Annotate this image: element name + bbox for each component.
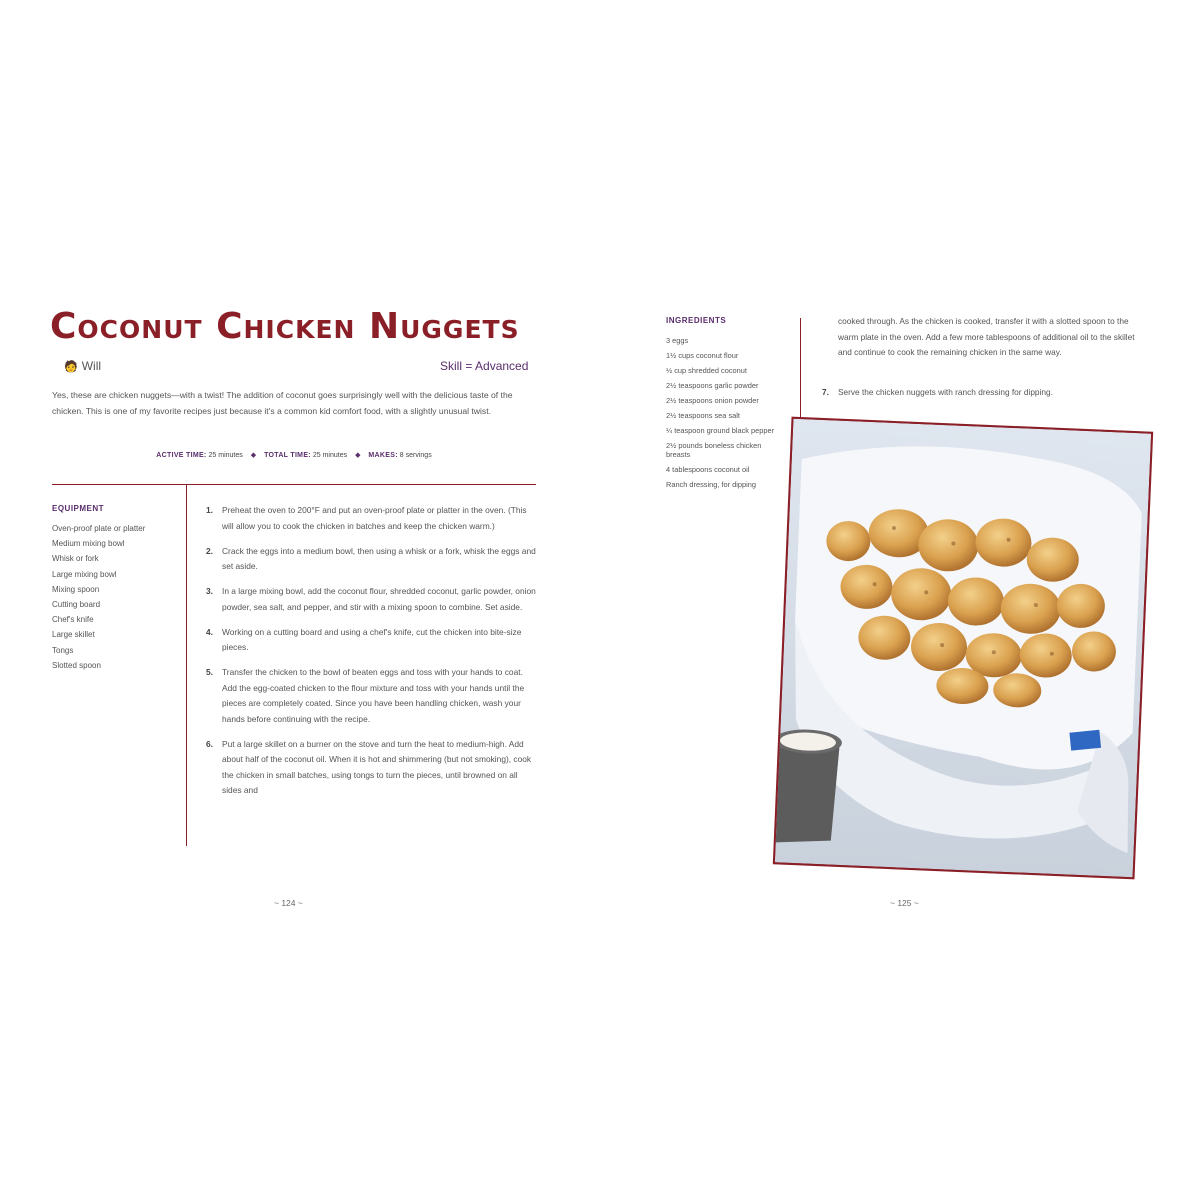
step-item [206, 584, 536, 615]
step-item [206, 665, 536, 727]
ingredients-list [666, 336, 784, 495]
step-number: 6. [206, 738, 213, 749]
step-item [206, 625, 536, 656]
skill-level: Skill = Advanced [440, 359, 529, 373]
active-time-label: ACTIVE TIME: [156, 452, 207, 459]
column-divider [186, 484, 187, 846]
list-item: Mixing spoon [52, 584, 100, 594]
page-number-right: ~ 125 ~ [890, 898, 919, 908]
list-item: Medium mixing bowl [52, 539, 125, 549]
photo-illustration [775, 419, 1151, 878]
ingredients-heading: INGREDIENTS [666, 316, 727, 325]
list-item: Ranch dressing, for dipping [666, 480, 756, 489]
list-item: 1½ cups coconut flour [666, 351, 739, 360]
step-number: 3. [206, 586, 213, 596]
list-item: 2½ teaspoons onion powder [666, 396, 759, 405]
step-number: 5. [206, 667, 213, 677]
step-text: Crack the eggs into a medium bowl, then using a whisk or a fork, whisk the eggs and set aside. [222, 545, 536, 571]
list-item: Large mixing bowl [52, 569, 117, 579]
recipe-title: Coconut Chicken Nuggets [50, 306, 520, 347]
step-text: In a large mixing bowl, add the coconut flour, shredded coconut, garlic powder, onion powder, sea salt, and pepper, and stir with a mixing spoon to combine. Set aside. [222, 586, 536, 612]
equipment-heading: EQUIPMENT [52, 504, 105, 513]
total-time-label: TOTAL TIME: [264, 452, 311, 459]
page-number-left: ~ 124 ~ [274, 898, 303, 908]
step-number: 7. [822, 387, 829, 397]
author-name: Will [81, 359, 102, 373]
list-item: Tongs [52, 645, 74, 655]
step-number: 4. [206, 626, 213, 637]
list-item: 3 eggs [666, 336, 689, 345]
column-divider [800, 318, 801, 428]
list-item: Oven-proof plate or platter [52, 524, 146, 533]
makes-label: MAKES: [368, 452, 398, 459]
step-text: Preheat the oven to 200°F and put an oven-proof plate or platter in the oven. (This will allow you to cook the chicken in batches and keep the chicken warm.) [222, 505, 527, 531]
list-item: 2½ pounds boneless chicken breasts [666, 441, 762, 459]
section-divider [52, 484, 536, 485]
list-item: ½ cup shredded coconut [666, 366, 747, 375]
step-continued-text: cooked through. As the chicken is cooked, transfer it with a slotted spoon to the warm plate in the oven. Add a few more tablespoons of additional oil to the skillet and continue to cook the remaining chicken in the same way. [838, 316, 1135, 357]
step-item [206, 544, 536, 575]
step-item [206, 503, 536, 534]
instruction-steps [206, 503, 536, 808]
step-item [822, 385, 1143, 401]
step-item [206, 737, 536, 799]
makes-value: 8 servings [399, 452, 432, 459]
chef-icon: 🧑 [64, 360, 78, 373]
list-item: Cutting board [52, 599, 101, 609]
step-number: 2. [206, 545, 213, 556]
list-item: Chef's knife [52, 615, 94, 625]
list-item: Slotted spoon [52, 660, 101, 670]
meta-separator: ◆ [250, 452, 257, 459]
list-item: 2½ teaspoons garlic powder [666, 381, 759, 390]
equipment-list [52, 524, 177, 676]
list-item: Whisk or fork [52, 554, 99, 564]
step-text: Put a large skillet on a burner on the stove and turn the heat to medium-high. Add about half of the coconut oil. When it is hot and shimmering (but not smoking), cook the chicken in small batches, using tongs to turn the pieces, until browned on all sides and [222, 738, 532, 795]
step-text: Serve the chicken nuggets with ranch dressing for dipping. [838, 387, 1053, 397]
meta-separator: ◆ [355, 452, 361, 459]
list-item: 2½ teaspoons sea salt [666, 411, 740, 420]
step-text: Working on a cutting board and using a chef's knife, cut the chicken into bite-size pieces. [222, 626, 522, 652]
step-text: Transfer the chicken to the bowl of beaten eggs and toss with your hands to coat. Add the egg-coated chicken to the flour mixture and toss with your hands until the pieces are completely coated. Since you have been handling chicken, wash your hands before continuing with the recipe. [222, 667, 525, 724]
recipe-meta [52, 451, 536, 459]
intro-paragraph: Yes, these are chicken nuggets—with a twist! The addition of coconut goes surprisingly well with the delicious taste of the chicken. This is one of my favorite recipes just because it's a common kid comfort food, with a slightly unusual twist. [52, 390, 513, 416]
chicken-nuggets-photo [773, 417, 1153, 880]
total-time-value: 25 minutes [312, 452, 348, 459]
step-number: 1. [206, 505, 213, 515]
active-time-value: 25 minutes [208, 452, 243, 459]
list-item: ¼ teaspoon ground black pepper [666, 426, 775, 435]
list-item: 4 tablespoons coconut oil [666, 465, 750, 474]
list-item: Large skillet [52, 630, 95, 640]
author-byline [64, 359, 101, 373]
